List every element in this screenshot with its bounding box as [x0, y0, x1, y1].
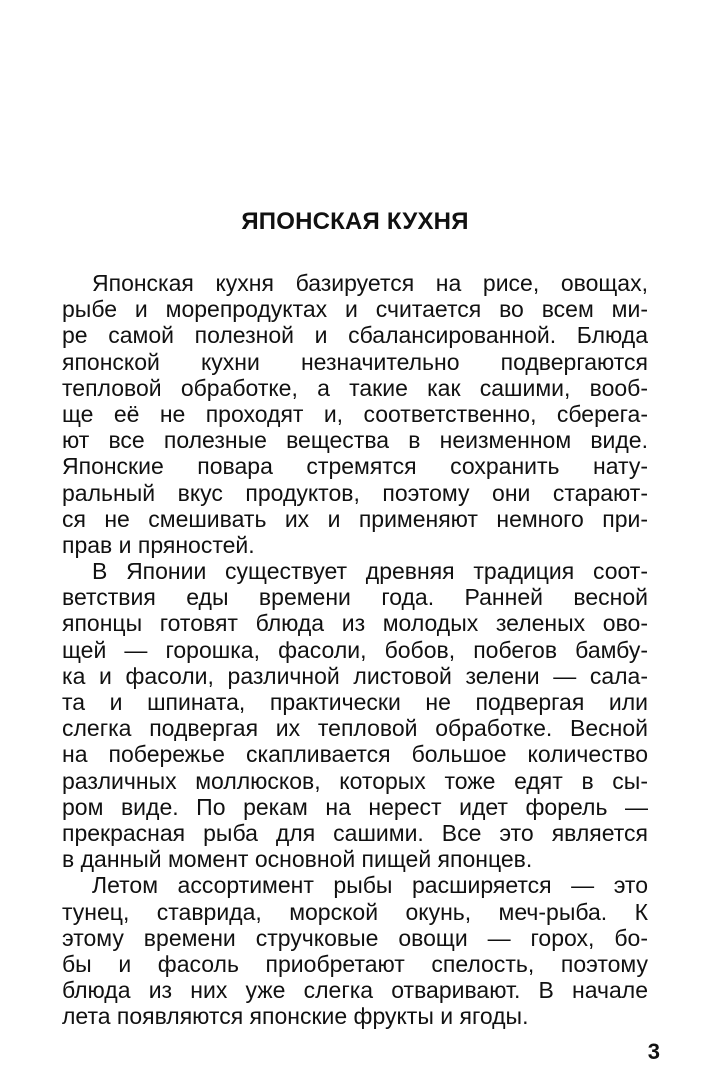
text-line: ром виде. По рекам на нерест идет форель —: [62, 793, 648, 820]
text-line: лета появляются японские фрукты и ягоды.: [62, 1003, 529, 1030]
text-line: бы и фасоль приобретают спелость, поэтому: [62, 950, 648, 977]
text-line: ще её не проходят и, соответственно, сберега-: [62, 400, 648, 427]
text-line: на побережье скапливается большое количество: [62, 741, 648, 768]
text-line: Японская кухня базируется на рисе, овощах,: [92, 270, 648, 296]
text-line: Японские повара стремятся сохранить нату-: [62, 453, 648, 480]
text-line: ка и фасоли, различной листовой зелени — сала-: [62, 662, 648, 689]
text-line: ют все полезные вещества в неизменном виде.: [62, 427, 648, 454]
text-line: тунец, ставрида, морской окунь, меч-рыба. К: [62, 898, 648, 925]
text-line: ся не смешивать их и применяют немного при-: [62, 505, 648, 532]
text-line: ральный вкус продуктов, поэтому они старают-: [62, 479, 648, 506]
text-line: японцы готовят блюда из молодых зеленых ово-: [62, 610, 648, 637]
text-line: в данный момент основной пищей японцев.: [62, 846, 533, 873]
text-line: рыбе и морепродуктах и считается во всем ми-: [62, 296, 648, 323]
text-line: слегка подвергая их тепловой обработке. Весной: [62, 715, 648, 742]
text-line: различных моллюсков, которых тоже едят в сы-: [62, 767, 648, 794]
text-line: японской кухни незначительно подвергаются: [62, 348, 648, 375]
text-line: прав и пряностей.: [62, 531, 255, 558]
paragraph: [62, 872, 648, 1029]
page-number: 3: [647, 1039, 660, 1064]
text-line: В Японии существует древняя традиция соот-: [92, 558, 648, 585]
text-line: прекрасная рыба для сашими. Все это является: [62, 819, 648, 846]
text-line: та и шпината, практически не подвергая или: [62, 689, 648, 715]
text-line: ветствия еды времени года. Ранней весной: [62, 584, 648, 611]
body-text: [62, 270, 648, 1029]
paragraph: [62, 558, 648, 872]
text-line: этому времени стручковые овощи — горох, бо-: [62, 924, 648, 951]
text-line: щей — горошка, фасоли, бобов, побегов бамбу-: [62, 636, 648, 663]
text-line: Летом ассортимент рыбы расширяется — это: [92, 872, 648, 899]
paragraph: [62, 270, 648, 558]
chapter-title: ЯПОНСКАЯ КУХНЯ: [241, 208, 469, 235]
text-line: ре самой полезной и сбалансированной. Блюда: [62, 322, 648, 349]
text-line: блюда из них уже слегка отваривают. В начале: [62, 977, 648, 1004]
text-line: тепловой обработке, а такие как сашими, вооб-: [62, 374, 648, 401]
